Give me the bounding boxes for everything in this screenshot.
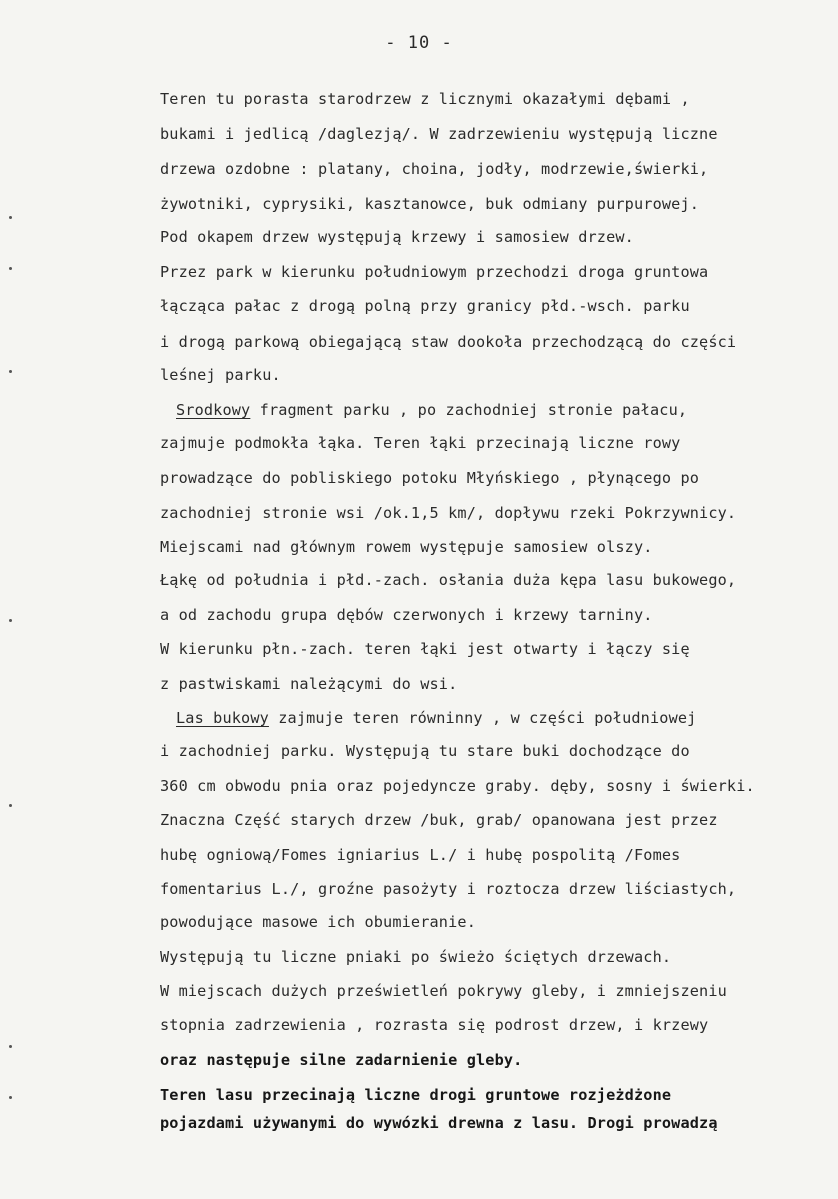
- text-line-content: Pod okapem drzew występują krzewy i samosiew drzew.: [160, 228, 634, 246]
- text-line: [160, 89, 690, 109]
- text-line-content: i drogą parkową obiegającą staw dookoła przechodzącą do części: [160, 333, 737, 351]
- margin-mark: [9, 216, 12, 219]
- text-line-content: hubę ogniową/Fomes igniarius L./ i hubę pospolitą /Fomes: [160, 846, 681, 864]
- text-line: [160, 124, 718, 144]
- section-heading-central: Srodkowy: [176, 401, 251, 419]
- text-line: [160, 227, 634, 247]
- text-line-content: leśnej parku.: [160, 366, 281, 384]
- text-line: [160, 1085, 671, 1105]
- text-line: [160, 810, 718, 830]
- text-line: [160, 639, 690, 659]
- margin-mark: [9, 804, 12, 807]
- text-line-content: łącząca pałac z drogą polną przy granicy płd.-wsch. parku: [160, 297, 690, 315]
- text-line: [160, 912, 476, 932]
- margin-mark: [9, 619, 12, 622]
- page-number: - 10 -: [385, 33, 453, 53]
- text-line: [160, 468, 699, 488]
- text-line-content: Teren lasu przecinają liczne drogi gruntowe rozjeżdżone: [160, 1086, 672, 1104]
- text-line: [160, 1050, 522, 1070]
- text-line: [160, 332, 736, 352]
- margin-mark: [9, 1096, 12, 1099]
- text-line-content: bukami i jedlicą /daglezją/. W zadrzewieniu występują liczne: [160, 125, 718, 143]
- text-line: [160, 159, 708, 179]
- section-heading-beech-forest: Las bukowy: [176, 709, 269, 727]
- text-line: [160, 674, 457, 694]
- text-line: [160, 981, 727, 1001]
- text-line: [160, 433, 680, 453]
- text-line: [160, 537, 653, 557]
- text-line-content: zachodniej stronie wsi /ok.1,5 km/, dopływu rzeki Pokrzywnicy.: [160, 504, 737, 522]
- text-line-content: oraz następuje silne zadarnienie gleby.: [160, 1051, 523, 1069]
- text-line: [160, 296, 690, 316]
- text-line-content: Łąkę od południa i płd.-zach. osłania duża kępa lasu bukowego,: [160, 571, 737, 589]
- text-line: [160, 1015, 708, 1035]
- text-line: [160, 947, 671, 967]
- text-line: [160, 776, 755, 796]
- text-line-content: prowadzące do pobliskiego potoku Młyńskiego , płynącego po: [160, 469, 700, 487]
- text-line-content: zajmuje podmokła łąka. Teren łąki przecinają liczne rowy: [160, 434, 681, 452]
- text-line-content: i zachodniej parku. Występują tu stare buki dochodzące do: [160, 742, 690, 760]
- text-line: [160, 605, 653, 625]
- text-line: [160, 845, 680, 865]
- text-line-content: drzewa ozdobne : platany, choina, jodły, modrzewie,świerki,: [160, 160, 709, 178]
- text-line-content: Przez park w kierunku południowym przechodzi droga gruntowa: [160, 263, 709, 281]
- text-line-content: stopnia zadrzewienia , rozrasta się podrost drzew, i krzewy: [160, 1016, 709, 1034]
- text-line: [160, 194, 699, 214]
- text-line-content: W miejscach dużych prześwietleń pokrywy gleby, i zmniejszeniu: [160, 982, 727, 1000]
- text-line: [160, 503, 736, 523]
- margin-mark: [9, 370, 12, 373]
- text-line-content: W kierunku płn.-zach. teren łąki jest otwarty i łączy się: [160, 640, 690, 658]
- text-line-content: powodujące masowe ich obumieranie.: [160, 913, 476, 931]
- text-line-content: żywotniki, cyprysiki, kasztanowce, buk odmiany purpurowej.: [160, 195, 700, 213]
- text-line-content: Miejscami nad głównym rowem występuje samosiew olszy.: [160, 538, 653, 556]
- text-line-content: Znaczna Część starych drzew /buk, grab/ opanowana jest przez: [160, 811, 718, 829]
- text-line-content: fragment parku , po zachodniej stronie pałacu,: [250, 401, 688, 419]
- text-line: [160, 570, 736, 590]
- margin-mark: [9, 267, 12, 270]
- text-line-content: zajmuje teren równinny , w części południowej: [268, 709, 697, 727]
- text-line: [176, 708, 696, 728]
- margin-mark: [9, 1045, 12, 1048]
- text-line-content: Występują tu liczne pniaki po świeżo ściętych drzewach.: [160, 948, 672, 966]
- text-line: [160, 365, 281, 385]
- text-line: [160, 879, 736, 899]
- text-line-content: Teren tu porasta starodrzew z licznymi okazałymi dębami ,: [160, 90, 690, 108]
- text-line-content: a od zachodu grupa dębów czerwonych i krzewy tarniny.: [160, 606, 653, 624]
- text-line: [160, 262, 708, 282]
- text-line: [176, 400, 687, 420]
- text-line: [160, 741, 690, 761]
- text-line: [160, 1113, 718, 1133]
- text-line-content: fomentarius L./, groźne pasożyty i roztocza drzew liściastych,: [160, 880, 737, 898]
- text-line-content: pojazdami używanymi do wywózki drewna z lasu. Drogi prowadzą: [160, 1114, 718, 1132]
- text-line-content: z pastwiskami należącymi do wsi.: [160, 675, 458, 693]
- text-line-content: 360 cm obwodu pnia oraz pojedyncze graby. dęby, sosny i świerki.: [160, 777, 755, 795]
